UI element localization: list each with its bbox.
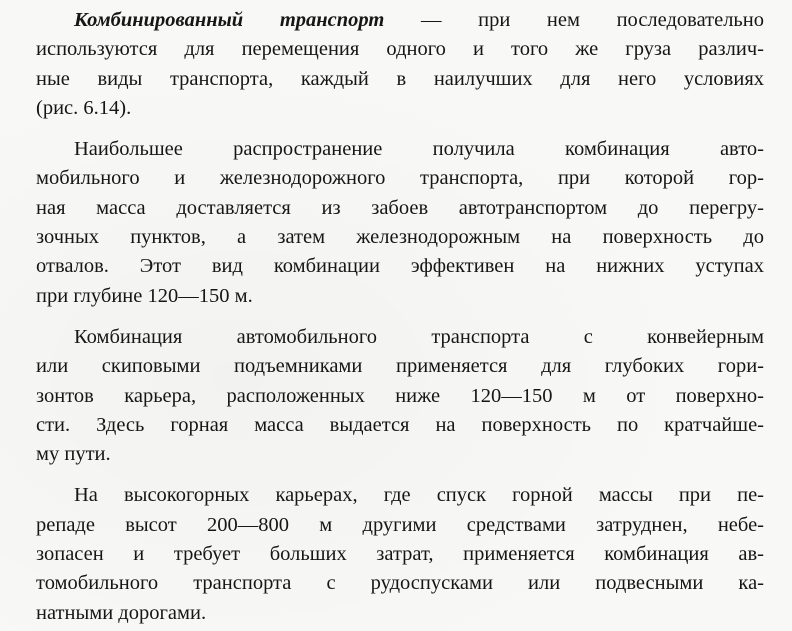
text-line: репаде высот 200—800 м другими средствами затруднен, небе-	[36, 513, 764, 536]
text-line: му пути.	[36, 443, 111, 466]
line-text: — при нем последовательно	[384, 9, 764, 31]
text-line: при глубине 120—150 м.	[36, 284, 253, 307]
text-line: Наибольшее распространение получила комбинация авто-	[74, 138, 764, 161]
text-line: мобильного и железнодорожного транспорта, при которой гор-	[36, 167, 764, 190]
paragraph-combined-transport	[36, 6, 764, 123]
text-line: ные виды транспорта, каждый в наилучших для него условиях	[36, 67, 764, 90]
text-line: зопасен и требует больших затрат, применяется комбинация ав-	[36, 543, 764, 566]
text-line: На высокогорных карьерах, где спуск горной массы при пе-	[74, 484, 764, 507]
paragraph-auto-rail	[36, 135, 764, 311]
text-line: натными дорогами.	[36, 601, 207, 624]
text-line: или скиповыми подъемниками применяется для глубоких гори-	[36, 355, 764, 378]
text-line: сти. Здесь горная масса выдается на поверхность по кратчайше-	[36, 413, 764, 436]
text-line: зочных пунктов, а затем железнодорожным на поверхность до	[36, 226, 764, 249]
paragraph-highland-quarries	[36, 481, 764, 627]
text-line: используются для перемещения одного и того же груза различ-	[36, 38, 764, 61]
text-body	[36, 6, 764, 628]
text-line: зонтов карьера, расположенных ниже 120—150 м от поверхно-	[36, 384, 764, 407]
text-line: Комбинация автомобильного транспорта с конвейерным	[74, 325, 764, 348]
text-line: отвалов. Этот вид комбинации эффективен на нижних уступах	[36, 255, 764, 278]
paragraph-auto-conveyor	[36, 323, 764, 469]
text-line: ная масса доставляется из забоев автотранспортом до перегру-	[36, 196, 764, 219]
text-line: (рис. 6.14).	[36, 96, 132, 119]
text-line: томобильного транспорта с рудоспусками или подвесными ка-	[36, 572, 764, 595]
defined-term: Комбинированный транспорт	[74, 9, 385, 31]
text-line	[36, 6, 764, 35]
